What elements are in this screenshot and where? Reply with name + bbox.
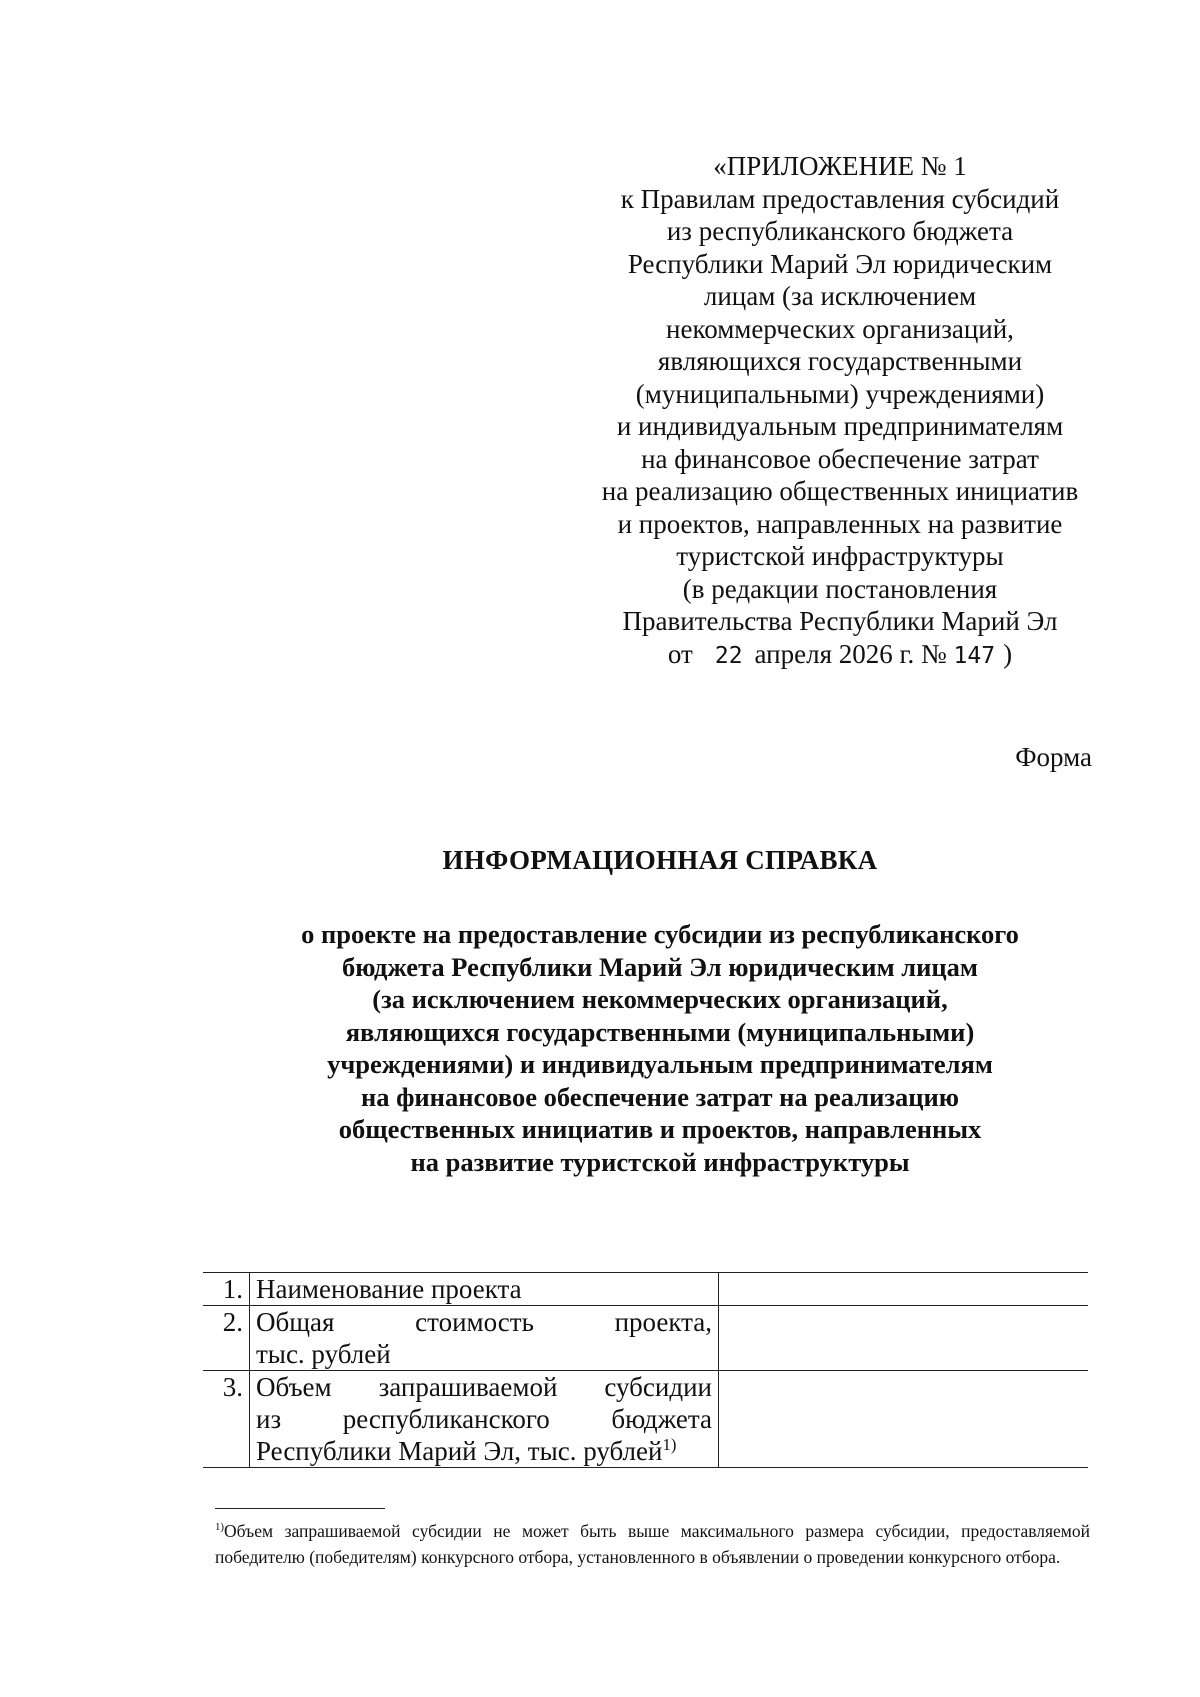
row-label-text: из республиканского бюджета: [256, 1404, 712, 1434]
subtitle-line: о проекте на предоставление субсидии из республиканского: [301, 919, 1019, 949]
appendix-date-line: [590, 638, 1090, 673]
document-title: ИНФОРМАЦИОННАЯ СПРАВКА: [442, 845, 878, 875]
row-number: 1.: [203, 1273, 250, 1306]
footnote-divider: [215, 1508, 385, 1509]
appendix-line: являющихся государственными: [657, 346, 1023, 376]
subtitle-line: общественных инициатив и проектов, направленных: [338, 1114, 982, 1144]
subtitle-line: (за исключением некоммерческих организаций,: [372, 984, 948, 1014]
subtitle-line: учреждениями) и индивидуальным предпринимателям: [327, 1049, 993, 1079]
row-number: 3.: [203, 1371, 250, 1468]
table-row: [203, 1273, 1088, 1306]
footnote: [215, 1518, 1090, 1570]
date-month-year: апреля 2026 г. №: [754, 638, 947, 669]
subtitle-line: на финансовое обеспечение затрат на реализацию: [360, 1081, 960, 1112]
appendix-line: «ПРИЛОЖЕНИЕ № 1: [713, 151, 967, 181]
appendix-line: (муниципальными) учреждениями): [635, 378, 1045, 409]
appendix-header: [590, 150, 1090, 672]
row-label-text: Республики Марий Эл, тыс. рублей: [256, 1436, 663, 1466]
appendix-line: из республиканского бюджета: [666, 216, 1014, 246]
row-number: 2.: [203, 1306, 250, 1371]
subtitle-line: являющихся государственными (муниципальными): [345, 1016, 975, 1047]
row-label: [250, 1371, 719, 1468]
form-label: Форма: [1015, 742, 1092, 772]
subtitle-line: на развитие туристской инфраструктуры: [410, 1146, 910, 1177]
subtitle-line: бюджета Республики Марий Эл юридическим лицам: [342, 951, 978, 982]
row-label-text: Объем запрашиваемой субсидии: [256, 1372, 712, 1402]
row-value: [719, 1371, 1089, 1468]
footnote-ref: 1): [662, 1435, 677, 1454]
date-suffix: ): [1003, 638, 1013, 669]
appendix-line: туристской инфраструктуры: [676, 541, 1004, 571]
footnote-text: Объем запрашиваемой субсидии не может быть выше максимального размера субсидии, предоставляемой победителю (победителям) конкурсного отбора, установленного в объявлении о проведении конкурсного отбора.: [215, 1521, 1090, 1567]
table-row: [203, 1371, 1088, 1468]
appendix-line: (в редакции постановления: [682, 573, 998, 604]
row-label-text: тыс. рублей: [256, 1339, 391, 1369]
appendix-line: Правительства Республики Марий Эл: [622, 606, 1058, 636]
date-day: 22: [714, 642, 743, 669]
row-label-text: Общая стоимость проекта,: [256, 1307, 712, 1337]
row-label: [250, 1306, 719, 1371]
row-value: [719, 1306, 1089, 1371]
appendix-line: к Правилам предоставления субсидий: [620, 183, 1060, 214]
appendix-line: и проектов, направленных на развитие: [617, 508, 1063, 539]
info-table: [203, 1272, 1088, 1468]
appendix-line: лицам (за исключением: [703, 281, 977, 311]
document-subtitle: [0, 918, 1200, 1178]
appendix-line: Республики Марий Эл юридическим: [627, 248, 1053, 279]
date-prefix: от: [667, 638, 693, 669]
appendix-line: на финансовое обеспечение затрат: [641, 443, 1039, 474]
row-label: [250, 1273, 719, 1306]
row-value: [719, 1273, 1089, 1306]
appendix-line: некоммерческих организаций,: [666, 313, 1014, 344]
document-number: 147: [953, 642, 996, 669]
appendix-line: и индивидуальным предпринимателям: [616, 411, 1064, 441]
row-label-text: Наименование проекта: [256, 1274, 522, 1304]
appendix-line: на реализацию общественных инициатив: [601, 476, 1079, 506]
footnote-marker: 1): [215, 1521, 225, 1534]
table-row: [203, 1306, 1088, 1371]
